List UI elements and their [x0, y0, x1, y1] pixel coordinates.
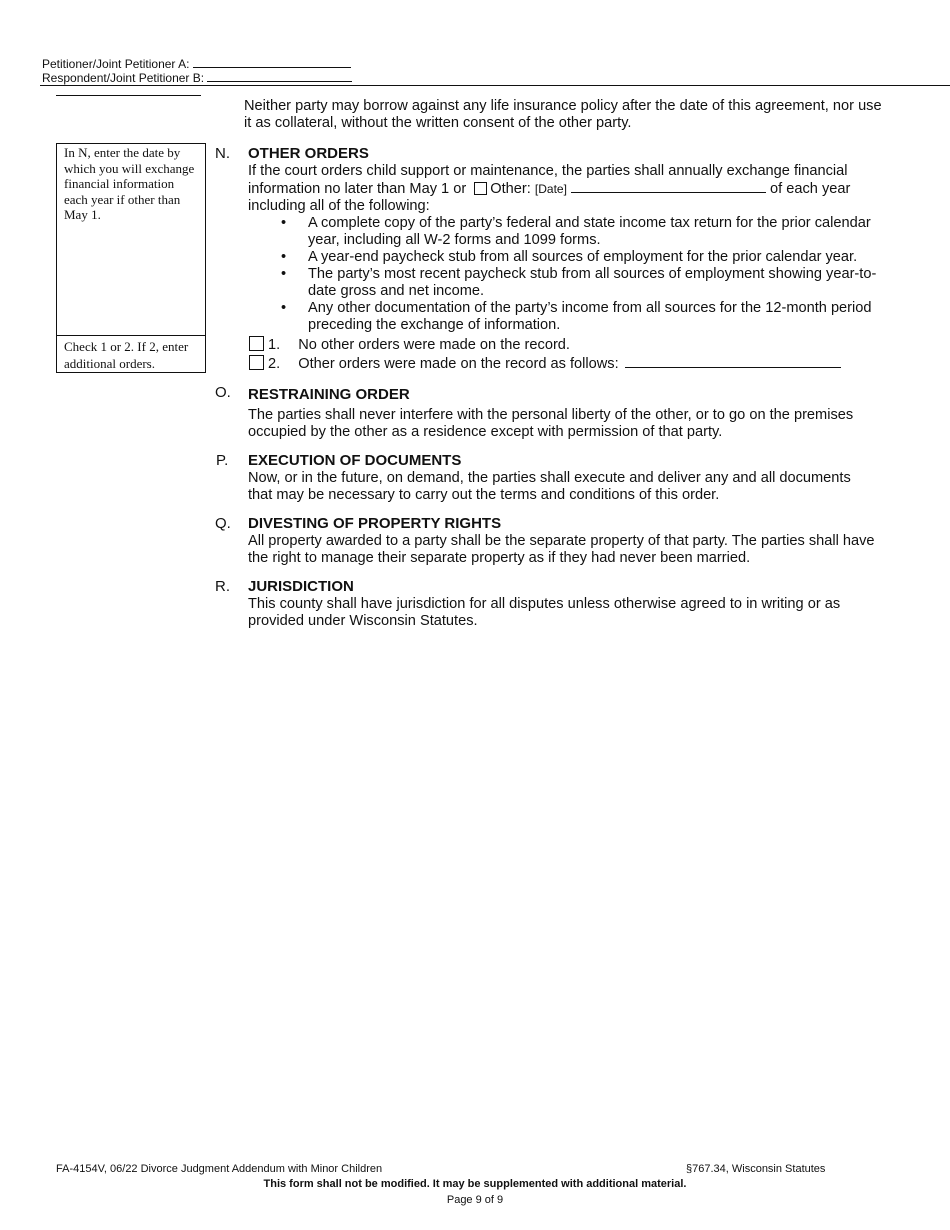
section-n-title: OTHER ORDERS [248, 145, 369, 162]
option-2-text: Other orders were made on the record as follows: [298, 356, 619, 372]
petitioner-name-field[interactable] [193, 56, 351, 68]
sidebar-note-check [56, 335, 206, 373]
section-n-letter: N. [215, 145, 230, 162]
petitioner-label: Petitioner/Joint Petitioner A: [42, 57, 190, 71]
section-n-text-a: If the court orders child support or maintenance, the parties shall annually exchange financial information no later than May 1 or [248, 163, 848, 197]
section-o-text: The parties shall never interfere with the personal liberty of the other, or to go on the premises occupied by the other as a residence except with permission of that party. [248, 407, 854, 440]
respondent-label: Respondent/Joint Petitioner B: [42, 71, 205, 85]
section-p [248, 452, 858, 504]
list-item: • Any other documentation of the party’s income from all sources for the 12-month period preceding the exchange of information. [281, 300, 872, 333]
section-n-paragraph [248, 163, 898, 215]
section-r-title: JURISDICTION [248, 578, 354, 595]
intro-paragraph: Neither party may borrow against any life insurance policy after the date of this agreement, nor use it as collateral, without the written consent of the other party. [244, 98, 882, 131]
option-1-number: 1. [268, 337, 281, 353]
section-o-title: RESTRAINING ORDER [248, 386, 410, 403]
sidebar-note-n-text: In N, enter the date by which you will exchange financial information each year if other than May 1. [64, 145, 195, 222]
section-r-text: This county shall have jurisdiction for all disputes unless otherwise agreed to in writing or as provided under Wisconsin Statutes. [248, 596, 841, 629]
other-date-checkbox[interactable] [474, 182, 487, 195]
option-1-text: No other orders were made on the record. [298, 337, 570, 353]
sidebar-note-n [56, 143, 206, 336]
section-p-letter: P. [216, 452, 229, 469]
section-r-letter: R. [215, 578, 230, 595]
section-q-title: DIVESTING OF PROPERTY RIGHTS [248, 515, 502, 532]
footer-form-id: FA-4154V, 06/22 Divorce Judgment Addendum with Minor Children [56, 1163, 383, 1175]
date-hint: [Date] [534, 182, 567, 196]
section-q [248, 515, 888, 567]
section-p-title: EXECUTION OF DOCUMENTS [248, 452, 462, 469]
section-q-letter: Q. [215, 515, 231, 532]
list-item: • The party’s most recent paycheck stub from all sources of employment showing year-to-date gross and net income. [281, 266, 877, 299]
petitioner-row [42, 56, 351, 71]
option-1-row [249, 336, 570, 354]
footer-notice: This form shall not be modified. It may be supplemented with additional material. [263, 1178, 687, 1190]
other-label: Other: [490, 181, 531, 197]
footer-page-number: Page 9 of 9 [446, 1194, 504, 1206]
section-r [248, 578, 888, 630]
section-o [248, 386, 858, 441]
section-q-text: All property awarded to a party shall be the separate property of that party. The parties shall have the right to manage their separate property as if they had never been married. [248, 533, 875, 566]
respondent-row [42, 70, 352, 85]
option-2-number: 2. [268, 356, 281, 372]
header-rule [40, 85, 950, 86]
other-date-field[interactable] [571, 180, 766, 193]
section-o-letter: O. [215, 384, 231, 401]
option-1-checkbox[interactable] [249, 336, 264, 351]
respondent-name-field[interactable] [207, 70, 352, 82]
sidebar-note-check-text: Check 1 or 2. If 2, enter additional orders. [64, 339, 189, 371]
option-2-checkbox[interactable] [249, 355, 264, 370]
section-n [248, 145, 898, 334]
case-number-line [56, 95, 201, 96]
option-2-row [249, 355, 841, 373]
other-orders-field[interactable] [625, 355, 841, 368]
footer-statute: §767.34, Wisconsin Statutes [686, 1163, 826, 1175]
section-n-text-b: of each year including all of the following: [248, 181, 851, 214]
list-item: • A year-end paycheck stub from all sources of employment for the prior calendar year. [281, 249, 858, 265]
list-item: • A complete copy of the party’s federal and state income tax return for the prior calendar year, including all W-2 forms and 1099 forms. [281, 215, 871, 248]
documents-list [248, 215, 898, 334]
section-p-text: Now, or in the future, on demand, the parties shall execute and deliver any and all documents that may be necessary to carry out the terms and conditions of this order. [248, 470, 851, 503]
